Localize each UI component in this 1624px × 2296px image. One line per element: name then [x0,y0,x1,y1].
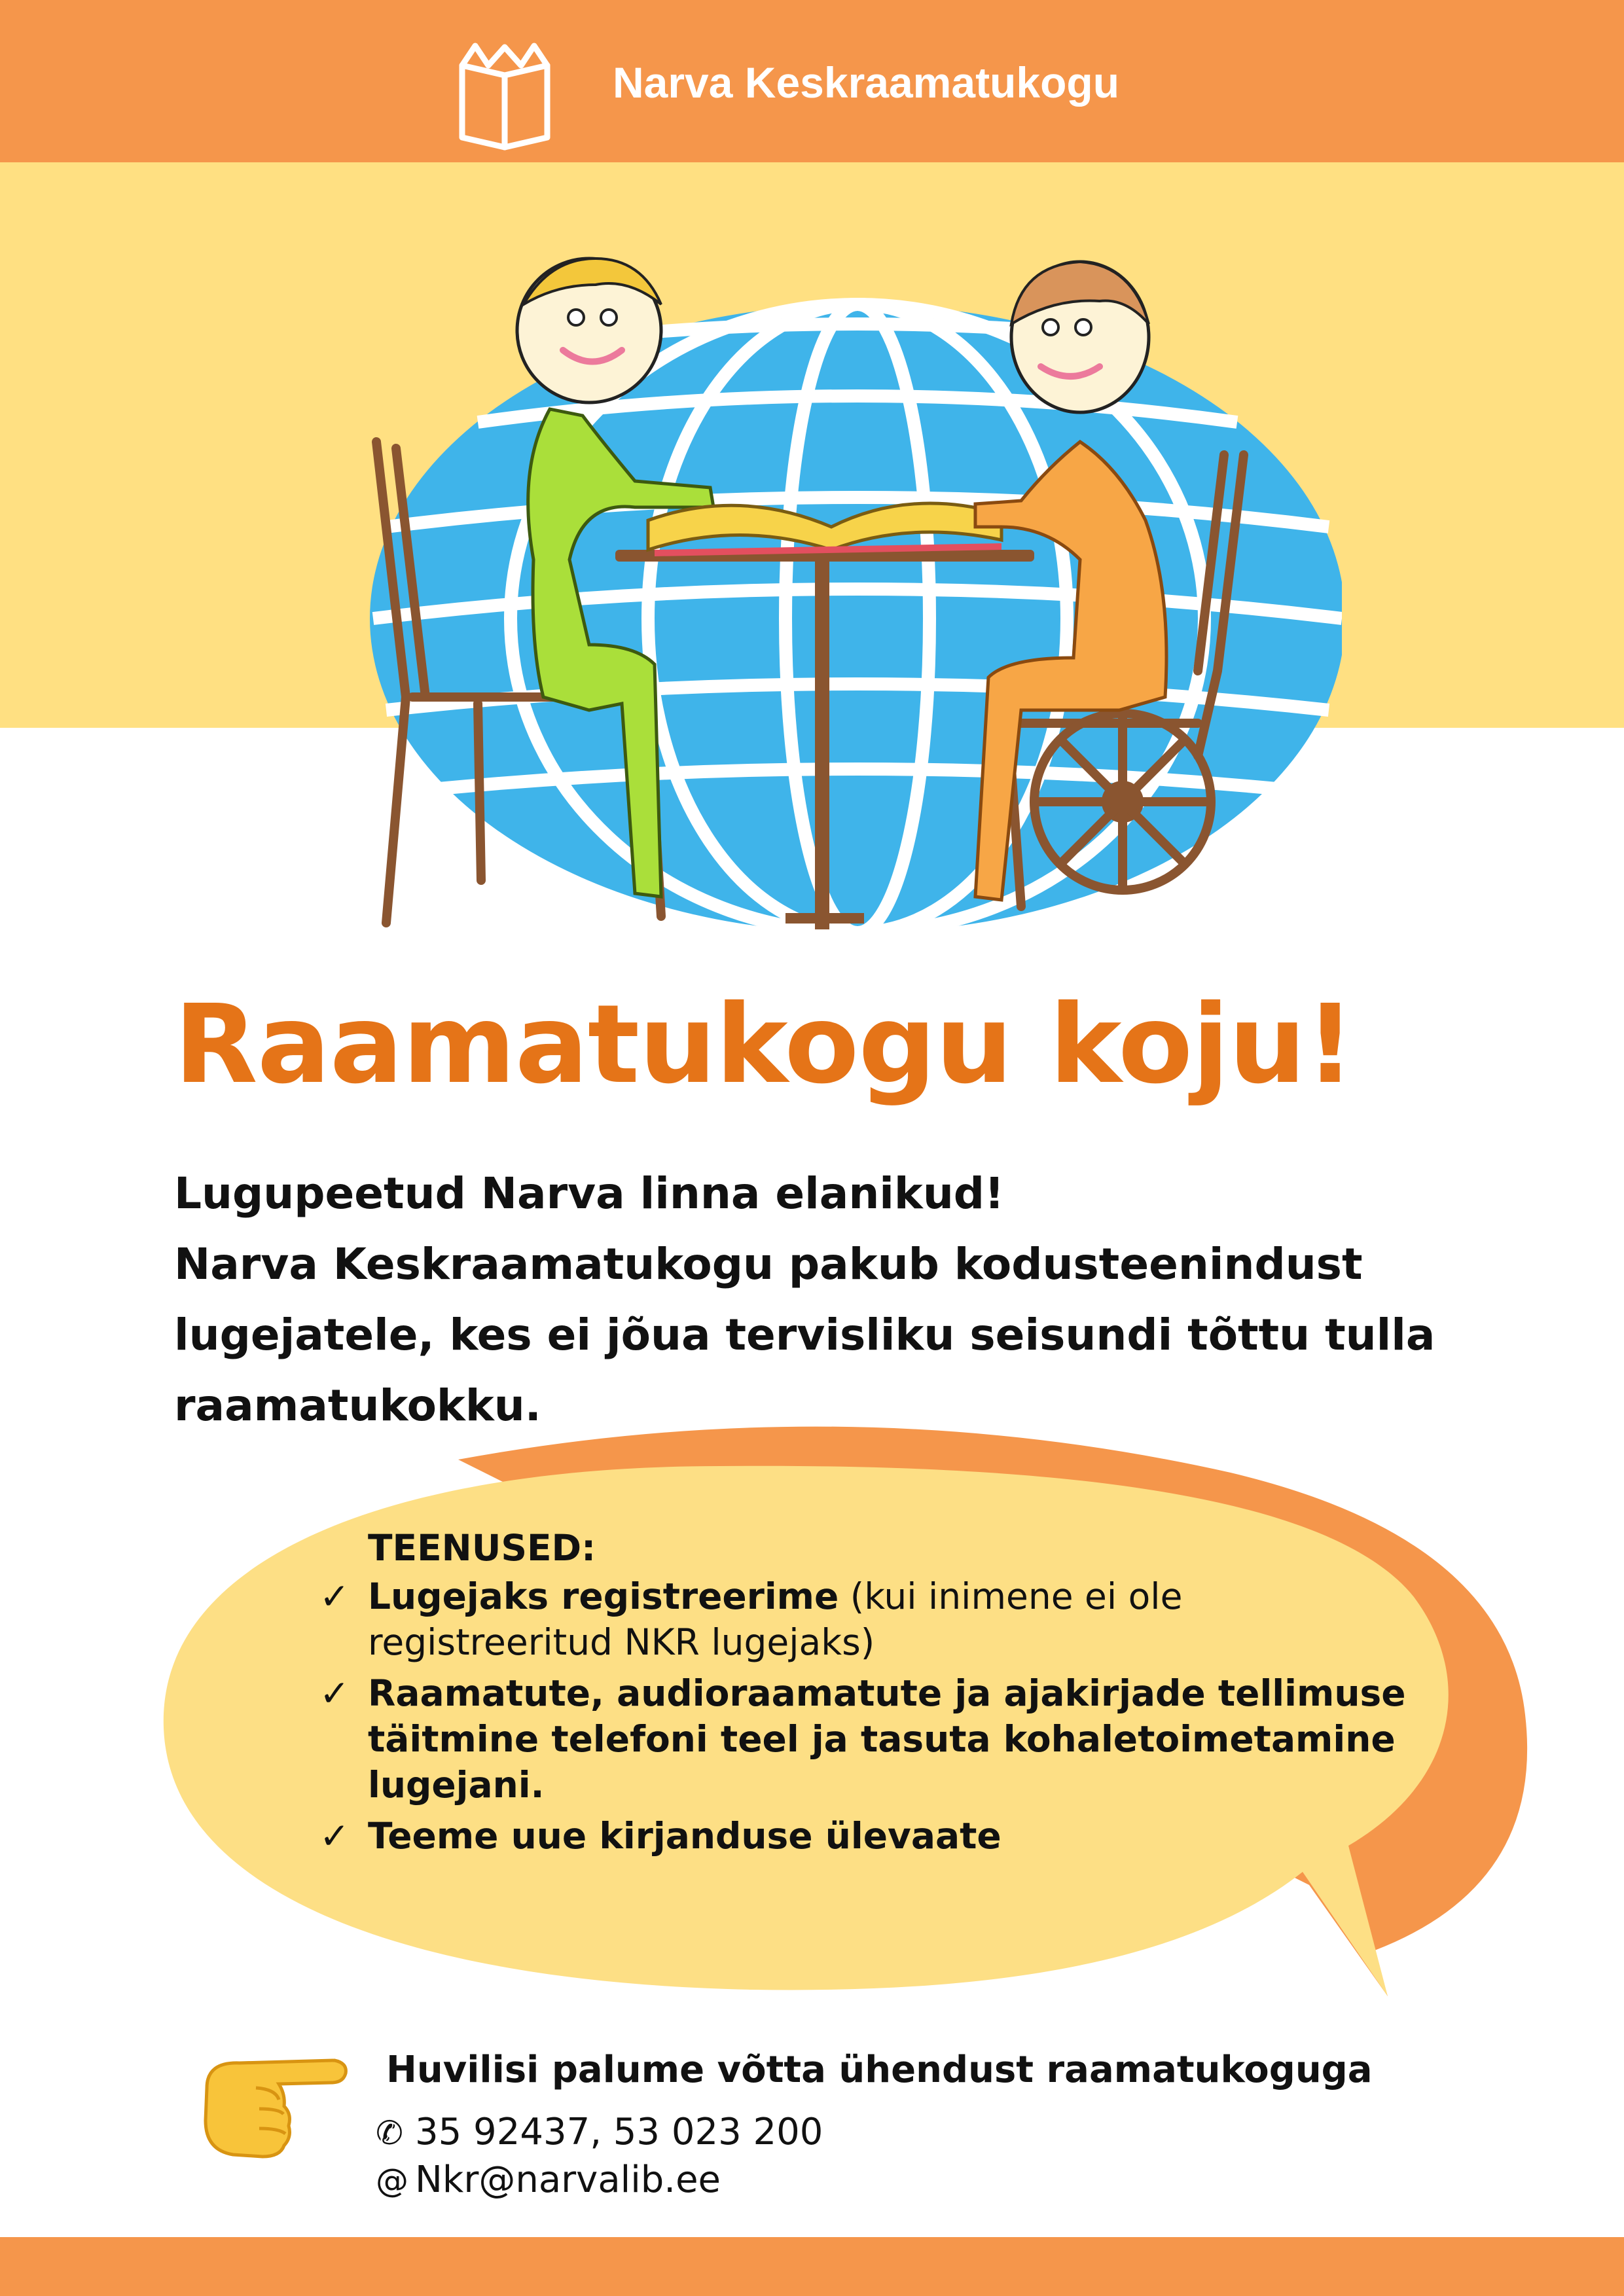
services-heading: TEENUSED: [368,1527,596,1569]
service-item [314,1573,1427,1665]
service-item [314,1670,1427,1808]
check-icon: ✓ [319,1815,350,1857]
contact-email [376,2159,721,2201]
contact-heading: Huvilisi palume võtta ühendust raamatukoguga [386,2049,1373,2091]
check-icon: ✓ [319,1575,350,1617]
at-sign-icon: @ [376,2162,408,2200]
service-item [314,1813,1427,1859]
pointing-hand-icon [194,2049,351,2160]
check-icon: ✓ [319,1672,350,1714]
phone-icon: ✆ [376,2114,403,2152]
service-item-bold: Raamatute, audioraamatute ja ajakirjade tellimuse täitmine telefoni teel ja tasuta kohaletoimetamine lugejani. [368,1672,1406,1806]
service-item-bold: Teeme uue kirjanduse ülevaate [368,1815,1001,1857]
contact-phone [376,2111,823,2153]
email-link[interactable]: Nkr@narvalib.ee [415,2159,721,2201]
library-name: Narva Keskraamatukogu [613,58,1120,107]
greeting-line: Lugupeetud Narva linna elanikud! [174,1168,1005,1219]
service-item-note: (kui inimene ei ole registreeritud NKR lugejaks) [368,1575,1183,1663]
page-title: Raamatukogu koju! [174,982,1354,1108]
footer-bar [0,2237,1624,2296]
services-list [314,1525,1427,1864]
intro-paragraph: Narva Keskraamatukogu pakub kodusteenindust lugejatele, kes ei jõua tervisliku seisundi tõttu tulla raamatukokku. [174,1239,1435,1431]
phone-number[interactable]: 35 92437, 53 023 200 [415,2111,823,2153]
service-item-bold: Lugejaks registreerime [368,1575,839,1617]
